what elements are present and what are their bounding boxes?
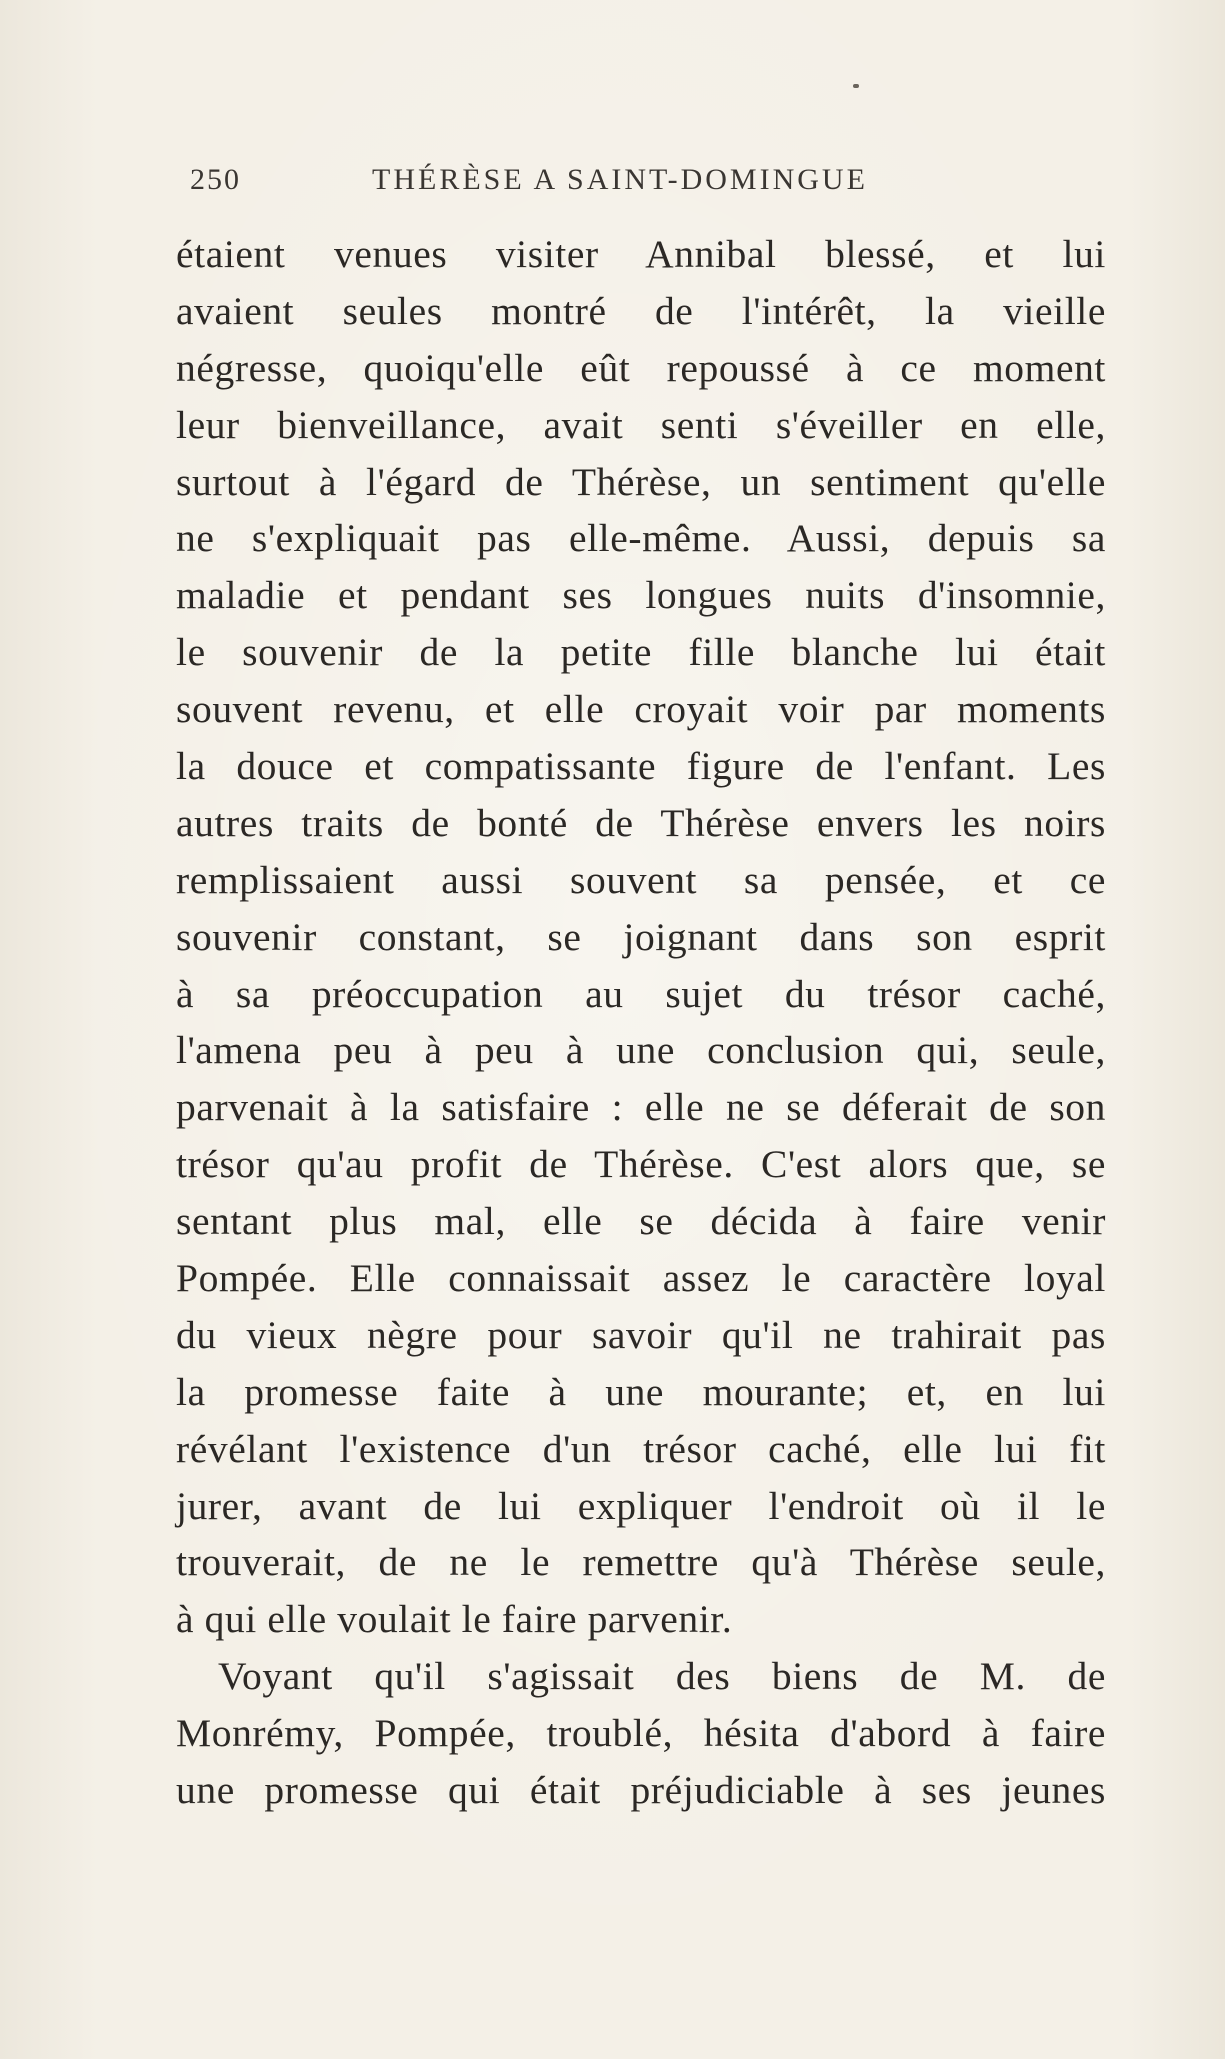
text-line: souvenir constant, se joignant dans son esprit: [176, 914, 1106, 959]
text-line: trouverait, de ne le remettre qu'à Thérèse seule,: [176, 1540, 1106, 1585]
text-line: sentant plus mal, elle se décida à faire venir: [176, 1199, 1106, 1244]
text-line: l'amena peu à peu à une conclusion qui, seule,: [176, 1028, 1106, 1073]
body-text: [176, 226, 1106, 1819]
text-line: négresse, quoiqu'elle eût repoussé à ce moment: [176, 345, 1106, 390]
text-line: parvenait à la satisfaire : elle ne se déferait de son: [176, 1085, 1106, 1130]
text-line: trésor qu'au profit de Thérèse. C'est alors que, se: [176, 1142, 1106, 1187]
paragraph: [176, 226, 1106, 1648]
text-line: jurer, avant de lui expliquer l'endroit où il le: [176, 1483, 1106, 1528]
text-line: la promesse faite à une mourante; et, en lui: [176, 1369, 1106, 1414]
text-line: étaient venues visiter Annibal blessé, et lui: [176, 232, 1106, 276]
text-line: Voyant qu'il s'agissait des biens de M. de: [218, 1654, 1106, 1699]
running-head-title: THÉRÈSE A SAINT-DOMINGUE: [372, 163, 868, 196]
text-line: ne s'expliquait pas elle-même. Aussi, depuis sa: [176, 516, 1106, 561]
text-line: autres traits de bonté de Thérèse envers les noirs: [176, 800, 1106, 845]
text-line: à sa préoccupation au sujet du trésor caché,: [176, 971, 1106, 1016]
ink-speck: [853, 84, 859, 88]
text-line: le souvenir de la petite fille blanche lui était: [176, 630, 1106, 675]
paragraph: [176, 1648, 1106, 1819]
running-head: [190, 163, 920, 207]
text-line: Pompée. Elle connaissait assez le caractère loyal: [176, 1256, 1106, 1301]
text-line: une promesse qui était préjudiciable à ses jeunes: [176, 1768, 1106, 1813]
text-line: maladie et pendant ses longues nuits d'insomnie,: [176, 573, 1106, 618]
text-line: à qui elle voulait le faire parvenir.: [176, 1597, 733, 1642]
text-line: du vieux nègre pour savoir qu'il ne trahirait pas: [176, 1312, 1106, 1357]
text-line: Monrémy, Pompée, troublé, hésita d'abord à faire: [176, 1711, 1106, 1756]
text-line: surtout à l'égard de Thérèse, un sentiment qu'elle: [176, 459, 1106, 504]
text-line: souvent revenu, et elle croyait voir par moments: [176, 687, 1106, 732]
page-number: 250: [190, 163, 241, 196]
text-line: remplissaient aussi souvent sa pensée, et ce: [176, 857, 1106, 902]
text-line: révélant l'existence d'un trésor caché, elle lui fit: [176, 1426, 1106, 1471]
text-line: leur bienveillance, avait senti s'éveiller en elle,: [176, 402, 1106, 447]
text-line: la douce et compatissante figure de l'enfant. Les: [176, 744, 1106, 789]
text-line: avaient seules montré de l'intérêt, la vieille: [176, 288, 1106, 333]
